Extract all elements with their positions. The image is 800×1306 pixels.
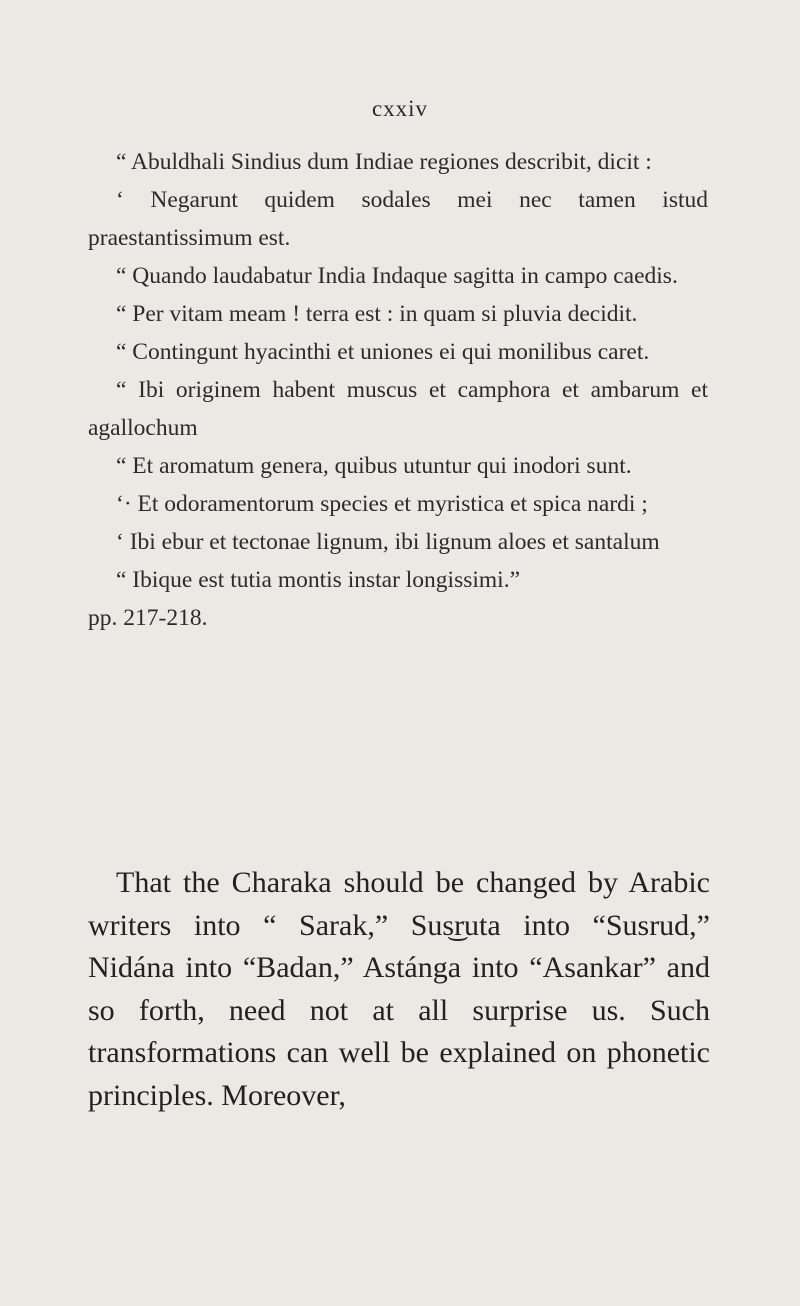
quote-line: “ Et aromatum genera, quibus utuntur qui inodori sunt. bbox=[116, 453, 632, 479]
quote-line: ‘· Et odoramentorum species et myristica et spica nardi ; bbox=[116, 491, 648, 517]
page-number: cxxiv bbox=[371, 96, 429, 121]
quote-line: ‘ Negarunt quidem sodales mei nec tamen istud praestantissimum est. bbox=[88, 187, 708, 251]
quote-line: ‘ Ibi ebur et tectonae lignum, ibi lignum aloes et santalum bbox=[116, 529, 660, 555]
latin-quotation bbox=[88, 143, 708, 637]
quote-line: “ Per vitam meam ! terra est : in quam si pluvia decidit. bbox=[116, 301, 638, 327]
quote-line: “ Abuldhali Sindius dum Indiae regiones describit, dicit : bbox=[116, 149, 652, 175]
page-reference: pp. 217-218. bbox=[88, 605, 208, 631]
quote-line: “ Contingunt hyacinthi et uniones ei qui monilibus caret. bbox=[116, 339, 650, 365]
quote-line: “ Ibique est tutia montis instar longissimi.” bbox=[116, 567, 521, 593]
quote-line: “ Quando laudabatur India Indaque sagitta in campo caedis. bbox=[116, 263, 678, 289]
body-paragraph: That the Charaka should be changed by Arabic writers into “ Sarak,” Sus͜ruta into “Susrud,” Nidána into “Badan,” Astánga into “Asankar” and so forth, need not at all surprise us. Such transformations can well be explained on phonetic principles. Moreover, bbox=[88, 866, 710, 1112]
quote-line: “ Ibi originem habent muscus et camphora et ambarum et agallochum bbox=[88, 377, 708, 441]
body-text bbox=[88, 862, 710, 1117]
